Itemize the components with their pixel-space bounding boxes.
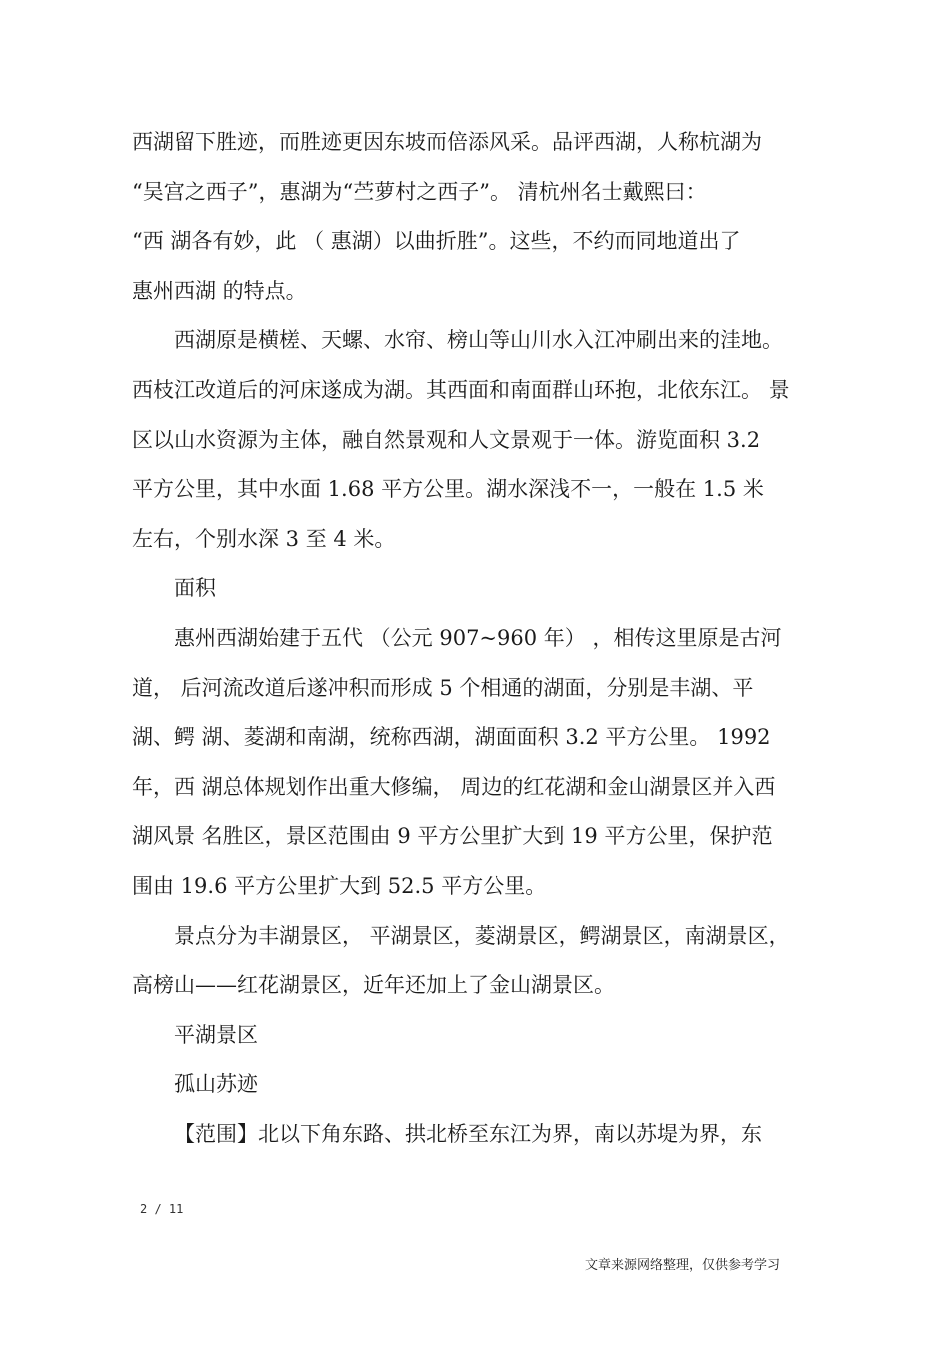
paragraph	[132, 1110, 822, 1160]
text-line: 左右，个别水深 3 至 4 米。	[132, 526, 396, 551]
text-line: 惠州西湖 的特点。	[132, 278, 307, 303]
text-line: 道， 后河流改道后遂冲积而形成 5 个相通的湖面，分别是丰湖、平	[132, 675, 754, 700]
paragraph	[132, 614, 822, 912]
paragraph	[132, 316, 822, 564]
body-text	[132, 118, 822, 1159]
text-line: 面积	[174, 576, 216, 601]
paragraph	[132, 1011, 822, 1061]
text-line: 年，西 湖总体规划作出重大修编， 周边的红花湖和金山湖景区并入西	[132, 774, 776, 799]
paragraph	[132, 118, 822, 316]
text-line: 西枝江改道后的河床遂成为湖。其西面和南面群山环抱，北依东江。 景	[132, 377, 790, 402]
text-line: 景点分为丰湖景区， 平湖景区，菱湖景区，鳄湖景区，南湖景区，	[174, 923, 790, 948]
paragraph	[132, 1060, 822, 1110]
paragraph	[132, 564, 822, 614]
page-number: 2 / 11	[140, 1202, 184, 1216]
text-line: “西 湖各有妙，此 （ 惠湖）以曲折胜”。这些，不约而同地道出了	[132, 229, 741, 254]
text-line: “吴宫之西子”，惠湖为“苎萝村之西子”。 清杭州名士戴熙曰：	[132, 179, 707, 204]
text-line: 孤山苏迹	[174, 1072, 258, 1097]
footer-note: 文章来源网络整理，仅供参考学习	[585, 1258, 781, 1273]
text-line: 平湖景区	[174, 1022, 258, 1047]
text-line: 【范围】北以下角东路、拱北桥至东江为界，南以苏堤为界，东	[174, 1121, 762, 1146]
text-line: 西湖留下胜迹，而胜迹更因东坡而倍添风采。品评西湖，人称杭湖为	[132, 130, 762, 154]
text-line: 围由 19.6 平方公里扩大到 52.5 平方公里。	[132, 873, 547, 898]
text-line: 惠州西湖始建于五代 （公元 907~960 年） ，相传这里原是古河	[174, 625, 782, 650]
text-line: 湖、鳄 湖、菱湖和南湖，统称西湖，湖面面积 3.2 平方公里。 1992	[132, 725, 771, 750]
text-line: 平方公里，其中水面 1.68 平方公里。湖水深浅不一，一般在 1.5 米	[132, 477, 764, 502]
paragraph	[132, 912, 822, 1011]
text-line: 区以山水资源为主体，融自然景观和人文景观于一体。游览面积 3.2	[132, 427, 761, 452]
text-line: 湖风景 名胜区，景区范围由 9 平方公里扩大到 19 平方公里，保护范	[132, 824, 773, 849]
text-line: 西湖原是横槎、天螺、水帘、榜山等山川水入江冲刷出来的洼地。	[174, 328, 783, 353]
text-line: 高榜山——红花湖景区，近年还加上了金山湖景区。	[132, 973, 615, 998]
